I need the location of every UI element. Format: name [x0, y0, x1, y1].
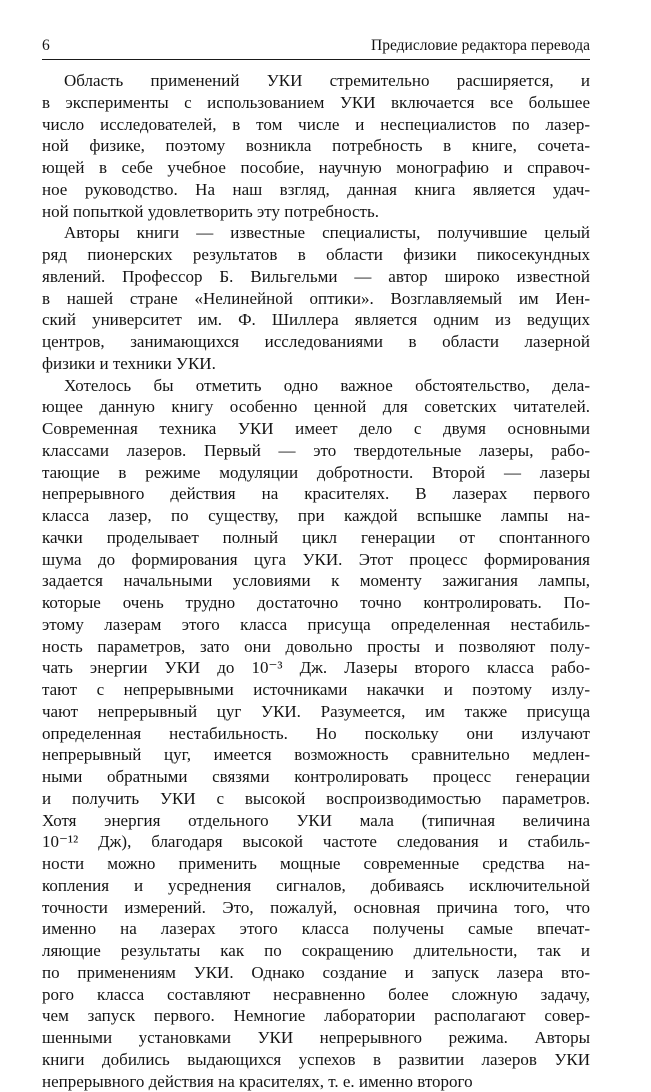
paragraph: [42, 70, 590, 222]
text-line: в эксперименты с использованием УКИ включается все большее: [42, 92, 590, 114]
text-line: непрерывный цуг, имеется возможность сравнительно медлен-: [42, 744, 590, 766]
text-line: Современная техника УКИ имеет дело с двумя основными: [42, 418, 590, 440]
text-line: Хотелось бы отметить одно важное обстоятельство, дела-: [42, 375, 590, 397]
text-line: класса лазер, по существу, при каждой вспышке лампы на-: [42, 505, 590, 527]
text-line: 10⁻¹² Дж), благодаря высокой частоте следования и стабиль-: [42, 831, 590, 853]
text-line: ной попыткой удовлетворить эту потребность.: [42, 201, 590, 223]
text-line: в нашей стране «Нелинейной оптики». Возглавляемый им Иен-: [42, 288, 590, 310]
text-line: копления и усреднения сигналов, добиваясь исключительной: [42, 875, 590, 897]
text-line: точности измерений. Это, пожалуй, основная причина того, что: [42, 897, 590, 919]
page-header: [42, 36, 590, 56]
text-line: ное руководство. На наш взгляд, данная книга является удач-: [42, 179, 590, 201]
body-text: [42, 70, 590, 1092]
text-line: рого класса составляют несравненно более сложную задачу,: [42, 984, 590, 1006]
text-line: ющей в себе учебное пособие, научную монографию и справоч-: [42, 157, 590, 179]
text-line: именно на лазерах этого класса получены самые впечат-: [42, 918, 590, 940]
text-line: которые очень трудно достаточно точно контролировать. По-: [42, 592, 590, 614]
text-line: ряд пионерских результатов в области физики пикосекундных: [42, 244, 590, 266]
text-line: тающие в режиме модуляции добротности. Второй — лазеры: [42, 462, 590, 484]
text-line: шенными установками УКИ непрерывного режима. Авторы: [42, 1027, 590, 1049]
text-line: ский университет им. Ф. Шиллера является одним из ведущих: [42, 309, 590, 331]
text-line: классами лазеров. Первый — это твердотельные лазеры, рабо-: [42, 440, 590, 462]
text-line: непрерывного действия на красителях, т. е. именно второго: [42, 1071, 590, 1092]
text-line: Хотя энергия отдельного УКИ мала (типичная величина: [42, 810, 590, 832]
text-line: ной физике, поэтому возникла потребность в книге, сочета-: [42, 135, 590, 157]
text-line: ющее данную книгу особенно ценной для советских читателей.: [42, 396, 590, 418]
text-line: качки проделывает полный цикл генерации от спонтанного: [42, 527, 590, 549]
text-line: физики и техники УКИ.: [42, 353, 590, 375]
text-line: Авторы книги — известные специалисты, получившие целый: [42, 222, 590, 244]
page-number: 6: [42, 36, 50, 56]
text-line: по применениям УКИ. Однако создание и запуск лазера вто-: [42, 962, 590, 984]
paragraph: [42, 375, 590, 1092]
text-line: чают непрерывный цуг УКИ. Разумеется, им также присуща: [42, 701, 590, 723]
text-line: чем запуск первого. Немногие лаборатории располагают совер-: [42, 1005, 590, 1027]
text-line: определенная нестабильность. Но поскольку они излучают: [42, 723, 590, 745]
text-line: явлений. Профессор Б. Вильгельми — автор широко известной: [42, 266, 590, 288]
text-line: чать энергии УКИ до 10⁻³ Дж. Лазеры второго класса рабо-: [42, 657, 590, 679]
text-line: тают с непрерывными источниками накачки и поэтому излу-: [42, 679, 590, 701]
text-line: непрерывного действия на красителях. В лазерах первого: [42, 483, 590, 505]
text-line: шума до формирования цуга УКИ. Этот процесс формирования: [42, 549, 590, 571]
text-line: ности можно применить мощные современные средства на-: [42, 853, 590, 875]
text-line: ность параметров, зато они довольно просты и позволяют полу-: [42, 636, 590, 658]
text-line: Область применений УКИ стремительно расширяется, и: [42, 70, 590, 92]
text-line: задается начальными условиями к моменту зажигания лампы,: [42, 570, 590, 592]
text-line: ляющие результаты как по сокращению длительности, так и: [42, 940, 590, 962]
text-line: число исследователей, в том числе и неспециалистов по лазер-: [42, 114, 590, 136]
text-line: этому лазерам этого класса присуща определенная нестабиль-: [42, 614, 590, 636]
text-line: книги добились выдающихся успехов в развитии лазеров УКИ: [42, 1049, 590, 1071]
header-rule: [42, 59, 590, 60]
running-head-title: Предисловие редактора перевода: [371, 36, 590, 56]
text-line: центров, занимающихся исследованиями в области лазерной: [42, 331, 590, 353]
text-line: ными обратными связями контролировать процесс генерации: [42, 766, 590, 788]
text-line: и получить УКИ с высокой воспроизводимостью параметров.: [42, 788, 590, 810]
paragraph: [42, 222, 590, 374]
